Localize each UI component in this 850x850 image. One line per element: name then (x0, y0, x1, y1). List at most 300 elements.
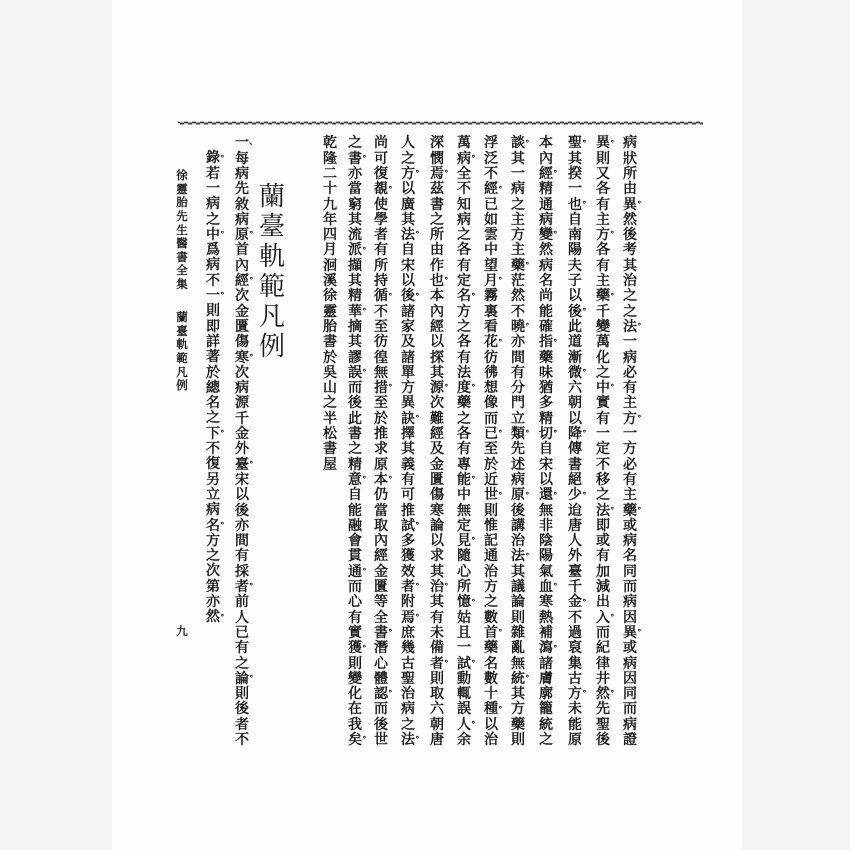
glyph: 醫 (176, 236, 188, 251)
glyph: 藥 (511, 257, 525, 274)
glyph: 其 (348, 211, 362, 228)
glyph: 於 (484, 456, 498, 473)
glyph: 窮 (348, 196, 362, 213)
glyph: 不 (596, 456, 610, 473)
glyph: 主 (596, 211, 610, 228)
glyph: 諸 (539, 655, 553, 672)
glyph: 朝 (430, 716, 444, 733)
glyph: 所 (623, 165, 637, 182)
glyph: 而 (348, 380, 362, 397)
glyph: 則 (348, 655, 362, 672)
punctuation-mark: ∘ (471, 473, 476, 484)
glyph: 講 (511, 517, 525, 534)
glyph: 異 (623, 624, 637, 641)
glyph: 精 (539, 410, 553, 427)
glyph: 會 (348, 533, 362, 550)
glyph: 即 (596, 517, 610, 534)
punctuation-mark: ∘ (444, 381, 449, 392)
glyph: 後 (235, 502, 249, 519)
glyph: 源 (430, 380, 444, 397)
punctuation-mark: ∘ (362, 366, 367, 377)
glyph: 擇 (401, 426, 415, 443)
glyph: 取 (430, 686, 444, 703)
glyph: 胎 (323, 318, 337, 335)
glyph: 方 (596, 227, 610, 244)
glyph: 各 (457, 242, 471, 259)
glyph: 古 (568, 670, 582, 687)
glyph: 精 (539, 181, 553, 198)
glyph: 義 (401, 456, 415, 473)
glyph: 其 (511, 563, 525, 580)
glyph: 無 (511, 655, 525, 672)
glyph: 隆 (323, 150, 337, 167)
glyph: 原 (235, 227, 249, 244)
glyph: 書 (348, 150, 362, 167)
glyph: 同 (623, 563, 637, 580)
glyph: 憶 (457, 594, 471, 611)
glyph: 藥 (623, 502, 637, 519)
glyph: 經 (235, 273, 249, 290)
glyph: 論 (235, 670, 249, 687)
glyph: 而 (623, 579, 637, 596)
punctuation-mark: ∘ (525, 320, 530, 331)
glyph: 然 (206, 609, 220, 626)
glyph: 其 (430, 364, 444, 381)
glyph: 由 (430, 242, 444, 259)
glyph: 各 (596, 181, 610, 198)
glyph: 當 (374, 502, 388, 519)
glyph: 措 (374, 380, 388, 397)
glyph: 之 (206, 211, 220, 228)
glyph: 及 (401, 334, 415, 351)
glyph: 亂 (511, 640, 525, 657)
glyph: 也 (430, 273, 444, 290)
glyph: 動 (457, 670, 471, 687)
glyph: 通 (484, 548, 498, 565)
glyph: 變 (596, 318, 610, 335)
punctuation-mark: ∘ (415, 610, 420, 621)
punctuation-mark: ∘ (498, 182, 503, 193)
preface-column (347, 135, 367, 749)
glyph: 寒 (235, 349, 249, 366)
punctuation-mark: ∘ (637, 503, 642, 514)
glyph: 本 (430, 288, 444, 305)
glyph: 法 (596, 502, 610, 519)
glyph: 法 (457, 364, 471, 381)
glyph: 先 (511, 441, 525, 458)
glyph: 範 (258, 272, 285, 302)
glyph: 經 (374, 548, 388, 565)
glyph: 探 (430, 349, 444, 366)
punctuation-mark: ∘ (525, 427, 530, 438)
glyph: 論 (511, 594, 525, 611)
glyph: 內 (235, 257, 249, 274)
punctuation-mark: ∘ (444, 274, 449, 285)
glyph: 定 (457, 273, 471, 290)
punctuation-mark: ∘ (362, 565, 367, 576)
glyph: 有 (623, 471, 637, 488)
glyph: 子 (568, 273, 582, 290)
glyph: 以 (430, 533, 444, 550)
punctuation-mark: ∘ (582, 366, 587, 377)
glyph: 經 (539, 165, 553, 182)
glyph: 方 (206, 532, 220, 549)
glyph: 廓 (539, 686, 553, 703)
glyph: 全 (457, 165, 471, 182)
glyph: 本 (374, 471, 388, 488)
page-number (175, 625, 189, 640)
glyph: 範 (176, 350, 188, 365)
glyph: 專 (457, 456, 471, 473)
glyph: 其 (348, 334, 362, 351)
glyph: 然 (596, 686, 610, 703)
glyph: 凡 (176, 364, 188, 379)
glyph: 病 (206, 502, 220, 519)
glyph: 經 (484, 181, 498, 198)
glyph: 先 (176, 208, 188, 223)
glyph: 能 (539, 303, 553, 320)
glyph: 病 (623, 349, 637, 366)
glyph: 入 (596, 609, 610, 626)
glyph: 通 (348, 563, 362, 580)
glyph: 臺 (235, 456, 249, 473)
glyph: 次 (235, 288, 249, 305)
glyph: 松 (323, 426, 337, 443)
glyph: 而 (484, 410, 498, 427)
punctuation-mark: ∘ (610, 381, 615, 392)
glyph: 持 (374, 273, 388, 290)
glyph: 金 (235, 303, 249, 320)
punctuation-mark: ∘ (610, 610, 615, 621)
punctuation-mark: ∘ (553, 641, 558, 652)
glyph: 誤 (348, 364, 362, 381)
glyph: 敘 (235, 196, 249, 213)
glyph: 以 (401, 181, 415, 198)
glyph: 多 (539, 395, 553, 412)
glyph: 首 (484, 624, 498, 641)
glyph: 其 (401, 211, 415, 228)
rule-item-1 (234, 135, 259, 749)
punctuation-mark: ∘ (582, 488, 587, 499)
glyph: 月 (484, 273, 498, 290)
glyph: 附 (401, 594, 415, 611)
glyph: 難 (430, 410, 444, 427)
glyph: 一 (596, 426, 610, 443)
glyph: 病 (235, 211, 249, 228)
glyph: 之 (323, 395, 337, 412)
glyph: 傷 (430, 487, 444, 504)
glyph: 可 (374, 150, 388, 167)
glyph: 復 (206, 456, 220, 473)
glyph: 人 (457, 716, 471, 733)
glyph: 人 (568, 533, 582, 550)
glyph: 雜 (511, 624, 525, 641)
glyph: 有 (596, 257, 610, 274)
punctuation-mark: 、 (249, 136, 259, 147)
glyph: 統 (511, 670, 525, 687)
glyph: 後 (235, 701, 249, 718)
punctuation-mark: ∘ (220, 289, 225, 300)
glyph: 而 (596, 624, 610, 641)
glyph: 其 (623, 257, 637, 274)
glyph: 效 (401, 563, 415, 580)
glyph: 外 (235, 441, 249, 458)
glyph: 訣 (401, 410, 415, 427)
glyph: 以 (430, 334, 444, 351)
glyph: 見 (457, 533, 471, 550)
glyph: 證 (623, 732, 637, 749)
glyph: 其 (430, 594, 444, 611)
glyph: 之 (596, 487, 610, 504)
glyph: 分 (511, 380, 525, 397)
glyph: 傳 (568, 441, 582, 458)
punctuation-mark: ∘ (582, 427, 587, 438)
glyph: 則 (206, 303, 220, 320)
glyph: 法 (401, 227, 415, 244)
glyph: 移 (596, 471, 610, 488)
punctuation-mark: ∘ (471, 381, 476, 392)
glyph: 若 (206, 165, 220, 182)
glyph: 一 (623, 334, 637, 351)
punctuation-mark: ∘ (553, 335, 558, 346)
punctuation-mark: ∘ (415, 580, 420, 591)
glyph: 看 (484, 318, 498, 335)
glyph: 有 (235, 640, 249, 657)
glyph: 補 (539, 624, 553, 641)
glyph: 裒 (568, 640, 582, 657)
glyph: 能 (348, 502, 362, 519)
punctuation-mark: ∘ (415, 228, 420, 239)
punctuation-mark: ∘ (249, 350, 254, 361)
glyph: 匱 (430, 471, 444, 488)
glyph: 吳 (323, 364, 337, 381)
glyph: 治 (511, 533, 525, 550)
preface-column (400, 135, 420, 749)
glyph: 井 (596, 670, 610, 687)
glyph: 生 (176, 222, 188, 237)
glyph: 靈 (176, 181, 188, 196)
glyph: 書 (374, 624, 388, 641)
glyph: 有 (511, 364, 525, 381)
glyph: 然 (511, 288, 525, 305)
glyph: 摘 (348, 318, 362, 335)
glyph: 紀 (596, 640, 610, 657)
glyph: 後 (623, 227, 637, 244)
glyph: 經 (430, 318, 444, 335)
glyph: 軌 (258, 242, 285, 272)
glyph: 彿 (484, 364, 498, 381)
glyph: 變 (348, 670, 362, 687)
glyph: 法 (623, 318, 637, 335)
glyph: 之 (539, 732, 553, 749)
glyph: 彷 (484, 349, 498, 366)
glyph: 乾 (323, 135, 337, 152)
glyph: 謬 (348, 349, 362, 366)
glyph: 茲 (430, 181, 444, 198)
glyph: 實 (348, 624, 362, 641)
glyph: 貫 (348, 548, 362, 565)
glyph: 藥 (511, 716, 525, 733)
glyph: 當 (348, 181, 362, 198)
glyph: 後 (568, 303, 582, 320)
glyph: 方 (568, 686, 582, 703)
glyph: 書 (323, 334, 337, 351)
glyph: 已 (484, 196, 498, 213)
glyph: 名 (484, 655, 498, 672)
glyph: 方 (457, 303, 471, 320)
glyph: 無 (374, 364, 388, 381)
glyph: 矣 (348, 732, 362, 749)
glyph: 焉 (401, 609, 415, 626)
punctuation-mark: ∘ (362, 641, 367, 652)
glyph: 萬 (457, 135, 471, 152)
glyph: 試 (401, 517, 415, 534)
punctuation-mark: ∘ (220, 228, 225, 239)
glyph: 以 (568, 288, 582, 305)
glyph: 爲 (206, 242, 220, 259)
glyph: 潛 (374, 640, 388, 657)
preface-column (622, 135, 642, 749)
glyph: 之 (348, 441, 362, 458)
glyph: 循 (374, 288, 388, 305)
glyph: 名 (623, 548, 637, 565)
glyph: 至 (374, 395, 388, 412)
glyph: 內 (539, 150, 553, 167)
glyph: 絕 (568, 471, 582, 488)
glyph: 因 (623, 609, 637, 626)
glyph: 藥 (596, 288, 610, 305)
glyph: 後 (374, 716, 388, 733)
glyph: 學 (374, 211, 388, 228)
glyph: 求 (374, 441, 388, 458)
punctuation-mark: ∘ (637, 412, 642, 423)
glyph: 主 (596, 273, 610, 290)
glyph: 猶 (539, 380, 553, 397)
glyph: 在 (348, 701, 362, 718)
glyph: 之 (457, 227, 471, 244)
glyph: 由 (623, 181, 637, 198)
glyph: 有 (457, 257, 471, 274)
glyph: 出 (596, 594, 610, 611)
glyph: 之 (457, 410, 471, 427)
glyph: 全 (176, 263, 188, 278)
glyph: 中 (457, 487, 471, 504)
glyph: 即 (206, 318, 220, 335)
glyph: 書 (568, 456, 582, 473)
glyph: 且 (457, 624, 471, 641)
glyph: 方 (401, 380, 415, 397)
glyph: 十 (484, 686, 498, 703)
glyph: 不 (206, 441, 220, 458)
glyph: 非 (539, 517, 553, 534)
glyph: 千 (235, 410, 249, 427)
glyph: 主 (623, 487, 637, 504)
glyph: 異 (623, 196, 637, 213)
glyph: 書 (323, 441, 337, 458)
glyph: 則 (235, 686, 249, 703)
glyph: 治 (430, 579, 444, 596)
glyph: 治 (484, 563, 498, 580)
glyph: 之 (596, 364, 610, 381)
glyph: 迨 (568, 502, 582, 519)
punctuation-mark: ∘ (249, 457, 254, 468)
preface-column (429, 135, 449, 749)
punctuation-mark: ∘ (362, 304, 367, 315)
glyph: 陰 (539, 533, 553, 550)
punctuation-mark: ∘ (582, 304, 587, 315)
glyph: 凡 (258, 302, 285, 332)
punctuation-mark: ∘ (498, 702, 503, 713)
glyph: 有 (457, 441, 471, 458)
glyph: 使 (374, 196, 388, 213)
glyph: 之 (401, 150, 415, 167)
glyph: 能 (457, 471, 471, 488)
glyph: 花 (484, 334, 498, 351)
glyph: 獲 (401, 548, 415, 565)
glyph: 內 (374, 533, 388, 550)
glyph: 則 (430, 670, 444, 687)
glyph: 述 (511, 456, 525, 473)
glyph: 之 (348, 135, 362, 152)
glyph: 實 (596, 395, 610, 412)
punctuation-mark: ∘ (249, 228, 254, 239)
glyph: 求 (430, 548, 444, 565)
punctuation-mark: ∘ (362, 733, 367, 744)
glyph: 病 (511, 471, 525, 488)
glyph: 治 (401, 686, 415, 703)
glyph: 集 (176, 276, 188, 291)
glyph: 心 (348, 594, 362, 611)
glyph: 必 (623, 456, 637, 473)
glyph: 萬 (596, 334, 610, 351)
glyph: 之 (457, 318, 471, 335)
glyph: 病 (539, 257, 553, 274)
glyph: 錄 (206, 150, 220, 167)
glyph: 之 (511, 196, 525, 213)
glyph: 其 (401, 441, 415, 458)
glyph: 夫 (568, 257, 582, 274)
punctuation-mark: ∘ (249, 672, 254, 683)
glyph: 心 (457, 563, 471, 580)
glyph: 精 (348, 456, 362, 473)
glyph: 近 (484, 471, 498, 488)
punctuation-mark: ∘ (471, 656, 476, 667)
glyph: 間 (235, 533, 249, 550)
glyph: 病 (539, 211, 553, 228)
glyph: 六 (568, 380, 582, 397)
glyph: 諸 (401, 303, 415, 320)
glyph: 書 (176, 249, 188, 264)
punctuation-mark: ∘ (388, 473, 393, 484)
glyph: 則 (596, 150, 610, 167)
punctuation-mark: ∘ (471, 534, 476, 545)
glyph: 焉 (430, 165, 444, 182)
glyph: 而 (623, 701, 637, 718)
glyph: 宋 (235, 471, 249, 488)
punctuation-mark: ∘ (388, 687, 393, 698)
glyph: 南 (568, 227, 582, 244)
glyph: 有 (623, 380, 637, 397)
glyph: 議 (511, 579, 525, 596)
glyph: 以 (401, 273, 415, 290)
glyph: 也 (568, 196, 582, 213)
glyph: 擷 (348, 257, 362, 274)
glyph: 名 (457, 288, 471, 305)
glyph: 輒 (457, 686, 471, 703)
glyph: 認 (374, 686, 388, 703)
glyph: 已 (235, 624, 249, 641)
glyph: 屋 (323, 456, 337, 473)
